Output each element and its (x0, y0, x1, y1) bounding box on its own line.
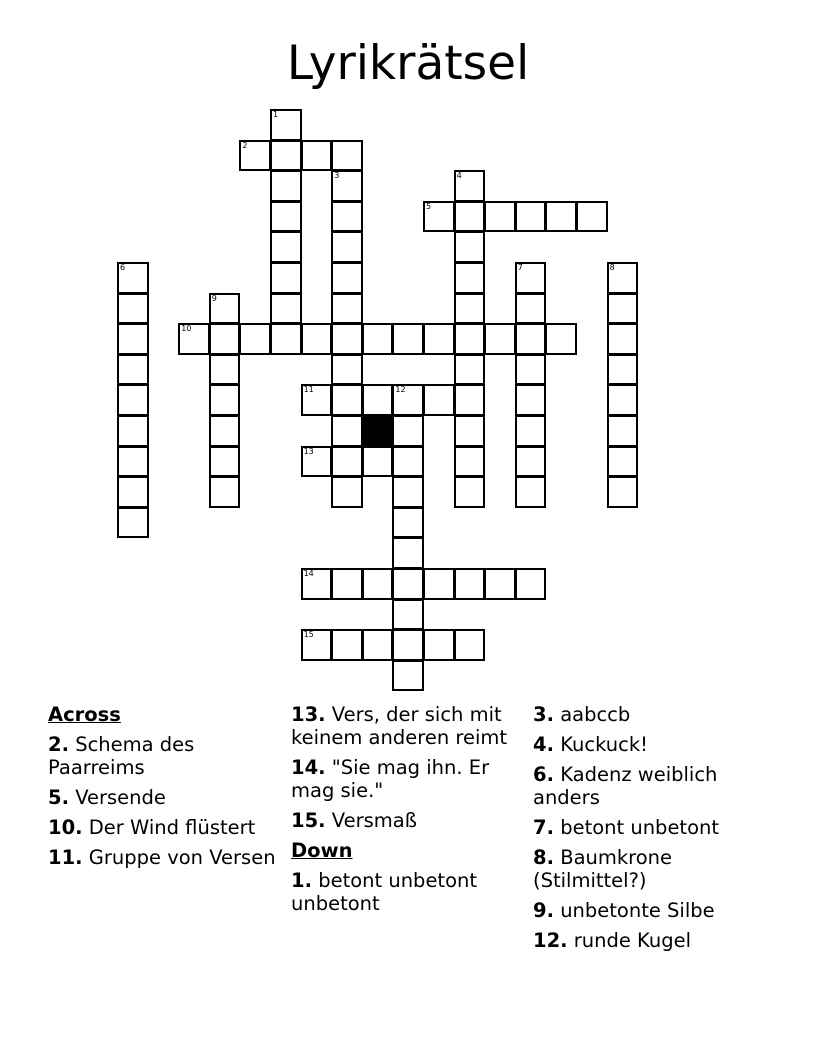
clue-number: 7. (533, 816, 554, 839)
grid-cell[interactable] (392, 446, 424, 478)
grid-cell[interactable] (117, 446, 149, 478)
clue-down-9 (533, 899, 783, 922)
grid-cell[interactable] (607, 415, 639, 447)
grid-cell[interactable] (423, 568, 455, 600)
grid-cell[interactable] (362, 446, 394, 478)
clue-text: Kuckuck! (560, 733, 648, 756)
grid-cell[interactable] (301, 629, 333, 661)
grid-cell[interactable] (270, 262, 302, 294)
grid-cell[interactable] (362, 384, 394, 416)
grid-cell[interactable] (515, 354, 547, 386)
clue-across-11 (48, 846, 283, 869)
grid-cell[interactable] (117, 384, 149, 416)
clue-number: 15. (291, 809, 326, 832)
grid-cell[interactable] (423, 323, 455, 355)
grid-cell[interactable] (301, 568, 333, 600)
grid-cell[interactable] (392, 537, 424, 569)
grid-cell[interactable] (331, 476, 363, 508)
clue-number-label: 9 (211, 293, 217, 303)
clue-down-4 (533, 733, 783, 756)
grid-cell[interactable] (331, 140, 363, 172)
grid-cell[interactable] (209, 415, 241, 447)
clue-text: betont unbetont (560, 816, 720, 839)
grid-cell[interactable] (117, 476, 149, 508)
clue-number-label: 10 (181, 324, 192, 334)
grid-cell[interactable] (178, 323, 210, 355)
clues-column-2 (291, 703, 526, 922)
grid-cell[interactable] (454, 415, 486, 447)
grid-cell[interactable] (331, 354, 363, 386)
grid-cell[interactable] (117, 262, 149, 294)
grid-cell[interactable] (270, 323, 302, 355)
grid-cell[interactable] (362, 323, 394, 355)
grid-cell[interactable] (423, 201, 455, 233)
grid-cell[interactable] (607, 354, 639, 386)
grid-cell[interactable] (301, 140, 333, 172)
clue-number-label: 6 (120, 263, 126, 272)
grid-cell[interactable] (331, 201, 363, 233)
black-cell (362, 415, 394, 447)
clue-text: betont unbetont unbetont (291, 869, 478, 915)
grid-cell[interactable] (301, 323, 333, 355)
clue-number-label: 3 (334, 171, 340, 181)
grid-cell[interactable] (515, 446, 547, 478)
grid-cell[interactable] (270, 109, 302, 141)
grid-cell[interactable] (331, 170, 363, 202)
grid-cell[interactable] (392, 629, 424, 661)
clue-across-14 (291, 756, 526, 802)
clue-number: 1. (291, 869, 312, 892)
grid-cell[interactable] (270, 140, 302, 172)
grid-cell[interactable] (515, 201, 547, 233)
clue-number-label: 5 (426, 201, 432, 211)
clue-across-5 (48, 786, 283, 809)
grid-cell[interactable] (331, 446, 363, 478)
grid-cell[interactable] (607, 476, 639, 508)
clue-across-15 (291, 809, 526, 832)
clue-number-label: 12 (395, 385, 406, 395)
clue-text: Versmaß (331, 809, 417, 832)
clue-number-label: 15 (303, 630, 314, 640)
grid-cell[interactable] (454, 354, 486, 386)
grid-cell[interactable] (270, 201, 302, 233)
clue-across-2 (48, 733, 283, 779)
grid-cell[interactable] (392, 599, 424, 631)
grid-cell[interactable] (331, 262, 363, 294)
clue-text: "Sie mag ihn. Er mag sie." (291, 756, 490, 802)
grid-cell[interactable] (607, 323, 639, 355)
grid-cell[interactable] (454, 293, 486, 325)
grid-cell[interactable] (515, 384, 547, 416)
grid-cell[interactable] (454, 231, 486, 263)
grid-cell[interactable] (454, 262, 486, 294)
clue-number: 8. (533, 846, 554, 869)
grid-cell[interactable] (392, 323, 424, 355)
grid-cell[interactable] (515, 262, 547, 294)
clue-number-label: 14 (303, 569, 314, 578)
grid-cell[interactable] (454, 323, 486, 355)
clue-down-1 (291, 869, 526, 915)
grid-cell[interactable] (117, 354, 149, 386)
grid-cell[interactable] (423, 629, 455, 661)
clue-number: 10. (48, 816, 83, 839)
grid-cell[interactable] (392, 507, 424, 539)
clue-text: unbetonte Silbe (560, 899, 715, 922)
clue-number: 9. (533, 899, 554, 922)
grid-cell[interactable] (362, 568, 394, 600)
grid-cell[interactable] (270, 231, 302, 263)
grid-cell[interactable] (209, 323, 241, 355)
grid-cell[interactable] (515, 323, 547, 355)
grid-cell[interactable] (331, 568, 363, 600)
grid-cell[interactable] (454, 201, 486, 233)
clue-number: 2. (48, 733, 69, 756)
clue-down-8 (533, 846, 783, 892)
clue-number: 11. (48, 846, 83, 869)
grid-cell[interactable] (331, 384, 363, 416)
grid-cell[interactable] (301, 384, 333, 416)
clue-text: runde Kugel (573, 929, 692, 952)
clue-number-label: 13 (303, 446, 314, 456)
grid-cell[interactable] (515, 476, 547, 508)
page-title: Lyrikrätsel (286, 36, 530, 91)
clues-column-3 (533, 703, 783, 959)
clue-number-label: 4 (456, 171, 462, 181)
clue-text: Schema des Paarreims (48, 733, 195, 779)
grid-cell[interactable] (515, 415, 547, 447)
grid-cell[interactable] (270, 170, 302, 202)
grid-cell[interactable] (209, 354, 241, 386)
grid-cell[interactable] (331, 231, 363, 263)
clue-number: 3. (533, 703, 554, 726)
clue-number: 4. (533, 733, 554, 756)
clue-number-label: 7 (517, 263, 523, 272)
grid-cell[interactable] (209, 384, 241, 416)
grid-cell[interactable] (239, 140, 271, 172)
grid-cell[interactable] (515, 293, 547, 325)
down-heading: Down (291, 839, 353, 862)
grid-cell[interactable] (545, 323, 577, 355)
grid-cell[interactable] (392, 415, 424, 447)
grid-cell[interactable] (607, 262, 639, 294)
clue-text: Baumkrone (Stilmittel?) (533, 846, 673, 892)
clue-number-label: 8 (609, 263, 615, 272)
clue-text: Versende (75, 786, 166, 809)
clue-text: aabccb (560, 703, 631, 726)
grid-cell[interactable] (209, 446, 241, 478)
clue-down-3 (533, 703, 783, 726)
clue-number-label: 2 (242, 140, 248, 150)
clue-across-13 (291, 703, 526, 749)
grid-cell[interactable] (117, 293, 149, 325)
grid-cell[interactable] (239, 323, 271, 355)
clue-down-6 (533, 763, 783, 809)
clue-down-7 (533, 816, 783, 839)
grid-cell[interactable] (576, 201, 608, 233)
clue-text: Vers, der sich mit keinem anderen reimt (291, 703, 508, 749)
grid-cell[interactable] (454, 446, 486, 478)
grid-cell[interactable] (423, 384, 455, 416)
grid-cell[interactable] (392, 384, 424, 416)
clue-number-label: 1 (273, 110, 279, 119)
grid-cell[interactable] (454, 170, 486, 202)
grid-cell[interactable] (484, 568, 516, 600)
grid-cell[interactable] (392, 568, 424, 600)
clue-number: 12. (533, 929, 568, 952)
grid-cell[interactable] (545, 201, 577, 233)
grid-cell[interactable] (454, 568, 486, 600)
grid-cell[interactable] (607, 384, 639, 416)
grid-cell[interactable] (209, 476, 241, 508)
grid-cell[interactable] (331, 323, 363, 355)
grid-cell[interactable] (301, 446, 333, 478)
grid-cell[interactable] (362, 629, 394, 661)
grid-cell[interactable] (392, 660, 424, 692)
grid-cell[interactable] (270, 293, 302, 325)
grid-cell[interactable] (117, 323, 149, 355)
clue-across-10 (48, 816, 283, 839)
clues-column-1 (48, 703, 283, 876)
clue-number: 5. (48, 786, 69, 809)
grid-cell[interactable] (484, 323, 516, 355)
grid-cell[interactable] (607, 446, 639, 478)
clue-number: 14. (291, 756, 326, 779)
clue-number-label: 11 (303, 385, 314, 395)
across-heading: Across (48, 703, 121, 726)
grid-cell[interactable] (392, 476, 424, 508)
grid-cell[interactable] (454, 629, 486, 661)
grid-cell[interactable] (331, 293, 363, 325)
grid-cell[interactable] (331, 415, 363, 447)
clue-down-12 (533, 929, 783, 952)
grid-cell[interactable] (515, 568, 547, 600)
clue-text: Kadenz weiblich anders (533, 763, 718, 809)
grid-cell[interactable] (607, 293, 639, 325)
clue-text: Der Wind flüstert (88, 816, 256, 839)
clue-number: 6. (533, 763, 554, 786)
grid-cell[interactable] (117, 415, 149, 447)
grid-cell[interactable] (484, 201, 516, 233)
clue-text: Gruppe von Versen (88, 846, 276, 869)
grid-cell[interactable] (454, 384, 486, 416)
clue-number: 13. (291, 703, 326, 726)
grid-cell[interactable] (331, 629, 363, 661)
grid-cell[interactable] (454, 476, 486, 508)
grid-cell[interactable] (117, 507, 149, 539)
grid-cell[interactable] (209, 293, 241, 325)
